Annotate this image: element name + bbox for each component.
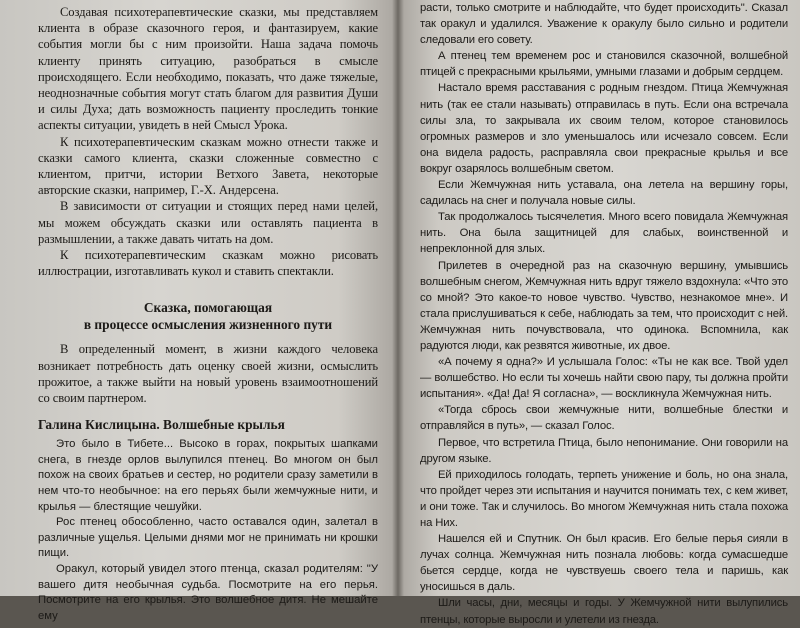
story-paragraph: Нашелся ей и Спутник. Он был красив. Его белые перья сияли в лучах солнца. Жемчужная нить познала любовь: когда сумасшедше бьется сердце, когда не чувствуешь своего тела и паришь, как уносишься в даль. xyxy=(420,533,788,594)
story-paragraph: Если Жемчужная нить уставала, она летела на вершину горы, садилась на снег и получала новые силы. xyxy=(420,179,788,208)
section-subtitle: в процессе осмысления жизненного пути xyxy=(83,317,333,333)
story-paragraph: Настало время расставания с родным гнездом. Птица Жемчужная нить (так ее стали называть) отправилась в путь. Если она встречала силы зла, то закрывала их своим телом, которое становилось огромных размеров и зло уменьшалось или исчезало совсем. Если она видела радость, расправляла свои прекрасные крылья и все вокруг озарялось волшебным светом. xyxy=(420,82,788,175)
story-paragraph: «Тогда сбрось свои жемчужные нити, волшебные блестки и отправляйся в путь», — сказал Голос. xyxy=(420,404,788,433)
story-paragraph: Рос птенец обособленно, часто оставался один, залетал в различные ущелья. Целыми днями мог не принимать ни крошки пищи. xyxy=(38,516,378,560)
intro-paragraph: В зависимости от ситуации и стоящих перед нами целей, мы можем обсуждать сказки или оставлять пациента в размышлении, а также давать читать на дом. xyxy=(38,199,378,246)
story-paragraph: Первое, что встретила Птица, было непонимание. Они говорили на другом языке. xyxy=(420,436,788,465)
story-paragraph: А птенец тем временем рос и становился сказочной, волшебной птицей с прекрасными крыльями, умными глазами и добрым сердцем. xyxy=(420,50,788,79)
story-paragraph: расти, только смотрите и наблюдайте, что будет происходить". Сказал так оракул и удалился. Уважение к оракулу было сильно и родители следовали его совету. xyxy=(420,2,788,47)
intro-paragraph: К психотерапевтическим сказкам можно рисовать иллюстрации, изготавливать кукол и ставить спектакли. xyxy=(38,248,378,279)
intro-paragraph: Создавая психотерапевтические сказки, мы представляем клиента в образе сказочного героя, и фантазируем, какие события могли бы с ним произойти. Наша задача помочь клиенту принять ситуацию, разобраться в смысле происходящего. Если необходимо, показать, что даже тяжелые, неоднозначные события могут стать благом для развития Души и силы Духа; дать возможность пациенту проследить тонкие аспекты ситуации, увидеть в ней Смысл Урока. xyxy=(38,5,378,133)
section-paragraph: В определенный момент, в жизни каждого человека возникает потребность дать оценку своей жизни, осмыслить прожитое, а также выйти на новый уровень взаимоотношений со своим партнером. xyxy=(38,342,378,406)
story-paragraph: «А почему я одна?» И услышала Голос: «Ты не как все. Твой удел — волшебство. Но если ты хочешь найти свою пару, ты должна пройти испытания». «Да! Да! Я согласна», — воскликнула Жемчужная нить. xyxy=(420,356,788,401)
story-paragraph: Ей приходилось голодать, терпеть унижение и боль, но она знала, что пройдет через эти испытания и научится понимать тех, с кем живет, и они тоже. Так и случилось. Во многом Жемчужная нить стала похожа на Них. xyxy=(420,468,788,529)
story-paragraph: Прилетев в очередной раз на сказочную вершину, умывшись волшебным снегом, Жемчужная нить вдруг тяжело вздохнула: «Что это со мной? Это какое-то новое чувство. Чувство, незнакомое мне». И стала прислушиваться к себе, наблюдать за тем, что происходит с ней. Жемчужная нить почувствовала, что одинока. Вспомнила, как радуются люди, как резвятся животные, их двое. xyxy=(420,259,788,352)
section-title: Сказка, помогающая xyxy=(143,300,273,316)
story-paragraph: Это было в Тибете... Высоко в горах, покрытых шапками снега, в гнезде орлов вылупился птенец. Во многом он был похож на своих братьев и сестер, но родители сразу заметили в нем что-то необычное: на его перьях были жемчужные нити, и крылья — блестящие чешуйки. xyxy=(38,438,378,513)
left-page xyxy=(0,0,398,622)
story-paragraph: Оракул, который увидел этого птенца, сказал родителям: "У вашего дитя необычная судьба. Посмотрите на его перья. Посмотрите на его крылья. Это волшебное дитя. Не мешайте ему xyxy=(38,563,378,622)
intro-paragraph: К психотерапевтическим сказкам можно отнести также и сказки самого клиента, сказки сложенные совместно с клиентом, притчи, истории Ветхого Завета, некоторые авторские сказки, например, Г.-Х. Андерсена. xyxy=(38,134,378,198)
right-page xyxy=(398,0,800,626)
story-paragraph: Шли часы, дни, месяцы и годы. У Жемчужной нити вылупились птенцы, которые выросли и улетели из гнезда. xyxy=(420,597,788,626)
story-paragraph: Так продолжалось тысячелетия. Много всего повидала Жемчужная нить. Она была защитницей для слабых, воинственной и непреклонной для злых. xyxy=(420,211,788,256)
story-title: Галина Кислицына. Волшебные крылья xyxy=(38,417,285,433)
book-gutter xyxy=(392,0,404,596)
